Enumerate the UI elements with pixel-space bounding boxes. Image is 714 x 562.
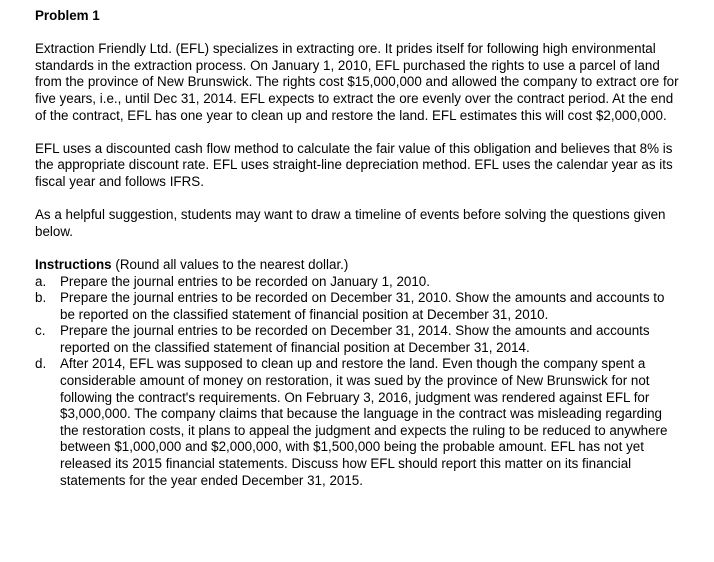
list-item-text: After 2014, EFL was supposed to clean up and restore the land. Even though the company spent a considerable amount of money on restoration, it was sued by the province of New Brunswick for not following the contract's requirements. On February 3, 2016, judgment was rendered against EFL for $3,000,000. The company claims that because the language in the contract was misleading regarding the restoration costs, it plans to appeal the judgment and expects the ruling to be reduced to anywhere between $1,000,000 and $2,000,000, with $1,500,000 being the probable amount. EFL has not yet released its 2015 financial statements. Discuss how EFL should report this matter on its financial statements for the year ended December 31, 2015. (60, 356, 668, 488)
list-item-text: Prepare the journal entries to be recorded on January 1, 2010. (60, 273, 430, 289)
paragraph-background: Extraction Friendly Ltd. (EFL) specializes in extracting ore. It prides itself for following high environmental standards in the extraction process. On January 1, 2010, EFL purchased the rights to use a parcel of land from the province of New Brunswick. The rights cost $15,000,000 and allowed the company to extract ore for five years, i.e., until Dec 31, 2014. EFL expects to extract the ore evenly over the contract period. At the end of the contract, EFL has one year to clean up and restore the land. EFL estimates this will cost $2,000,000. (35, 41, 679, 123)
paragraph-discount-method: EFL uses a discounted cash flow method to calculate the fair value of this obligation and believes that 8% is the appropriate discount rate. EFL uses straight-line depreciation method. EFL uses the calendar year as its fiscal year and follows IFRS. (35, 140, 673, 189)
list-item-c (35, 323, 680, 356)
instructions-line (35, 257, 680, 274)
instructions-list (35, 274, 680, 490)
page-title: Problem 1 (35, 8, 100, 23)
list-item-d (35, 356, 680, 489)
list-item-text: Prepare the journal entries to be recorded on December 31, 2010. Show the amounts and accounts to be reported on the classified statement of financial position at December 31, 2010. (60, 290, 665, 322)
list-item-label: a. (35, 273, 47, 289)
list-item-text: Prepare the journal entries to be recorded on December 31, 2014. Show the amounts and accounts reported on the classified statement of financial position at December 31, 2014. (60, 323, 650, 355)
list-item-label: b. (35, 290, 47, 306)
instructions-heading: Instructions (35, 256, 112, 272)
list-item-a (35, 274, 680, 291)
list-item-label: d. (35, 356, 47, 372)
list-item-b (35, 290, 680, 323)
paragraph-suggestion: As a helpful suggestion, students may want to draw a timeline of events before solving the questions given below. (35, 207, 666, 239)
instructions-note: (Round all values to the nearest dollar.) (111, 256, 349, 272)
list-item-label: c. (35, 323, 46, 339)
